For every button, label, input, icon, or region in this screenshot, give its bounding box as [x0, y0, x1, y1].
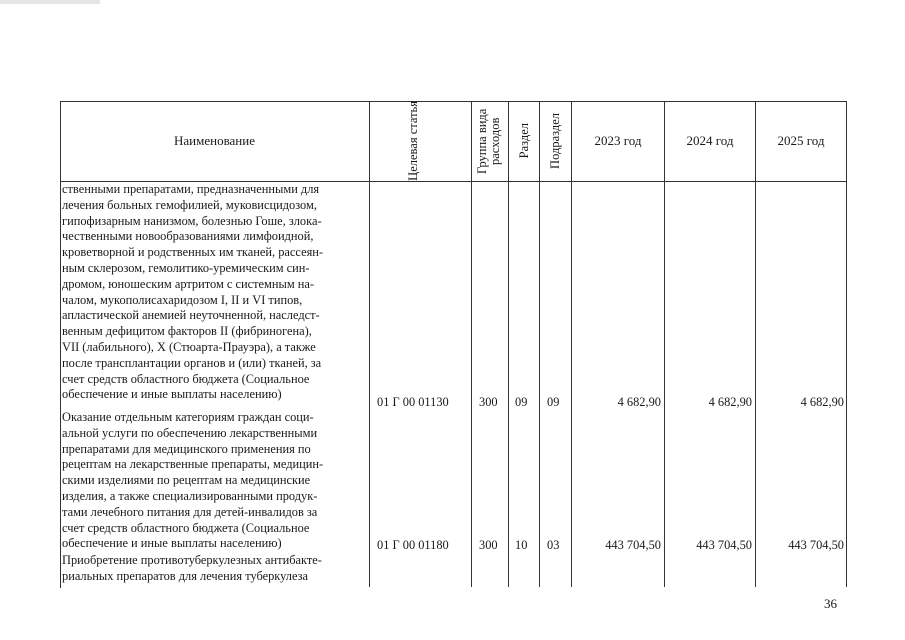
header-name: Наименование	[174, 133, 255, 148]
header-year-2025: 2025 год	[777, 133, 825, 148]
scan-artifact	[0, 0, 100, 4]
row-3-description: Приобретение противотуберкулезных антибакте- риальных препаратов для лечения туберкулеза	[62, 553, 322, 583]
row-1-group: 300	[479, 395, 498, 409]
row-1-description: ственными препаратами, предназначенными для лечения больных гемофилией, муковисцидозом, гипофизарным нанизмом, болезнью Гоше, злока- чественными новообразованиями лимфоидной, кроветворной и родственных им тканей, рассеян- ным склерозом, гемолитико-уремическим син- дромом, юношеским артритом с системным на- чалом, мукополисахаридозом I, II и VI типов, апластической анемией неуточненной, наследст- венным дефицитом факторов II (фибриногена), VII (лабильного), X (Стюарта-Прауэра), а также после трансплантации органов и (или) тканей, за счет средств областного бюджета (Социальное обеспечение и иные выплаты населению)	[62, 182, 324, 402]
row-2-2023: 443 704,50	[605, 538, 661, 552]
header-year-2023: 2023 год	[594, 133, 642, 148]
row-2-group: 300	[479, 538, 498, 552]
header-section: Раздел	[516, 123, 531, 159]
row-2-subsection: 03	[547, 538, 560, 552]
page-number: 36	[824, 596, 837, 611]
row-1-2025: 4 682,90	[800, 395, 844, 409]
header-expense-group: Группа вида расходов	[475, 108, 502, 174]
row-1-code: 01 Г 00 01130	[377, 395, 449, 409]
row-2-2024: 443 704,50	[696, 538, 752, 552]
row-2-2025: 443 704,50	[788, 538, 844, 552]
header-subsection: Подраздел	[548, 113, 562, 169]
row-2-description: Оказание отдельным категориям граждан соци- альной услуги по обеспечению лекарственными препаратами для медицинского применения по рецептам на лекарственные препараты, медицин- скими изделиями по рецептам на медицинские изделия, а также специализированными продук- тами лечебного питания для детей-инвалидов за счет средств областного бюджета (Социальное обеспечение и иные выплаты населению)	[62, 410, 324, 551]
row-2-section: 10	[515, 538, 528, 552]
row-1-2023: 4 682,90	[617, 395, 661, 409]
row-1-section: 09	[515, 395, 528, 409]
row-1-subsection: 09	[547, 395, 560, 409]
row-2-code: 01 Г 00 01180	[377, 538, 449, 552]
header-target-article: Целевая статья	[405, 101, 420, 181]
header-year-2024: 2024 год	[686, 133, 734, 148]
column-divider	[846, 101, 847, 587]
row-1-2024: 4 682,90	[708, 395, 752, 409]
